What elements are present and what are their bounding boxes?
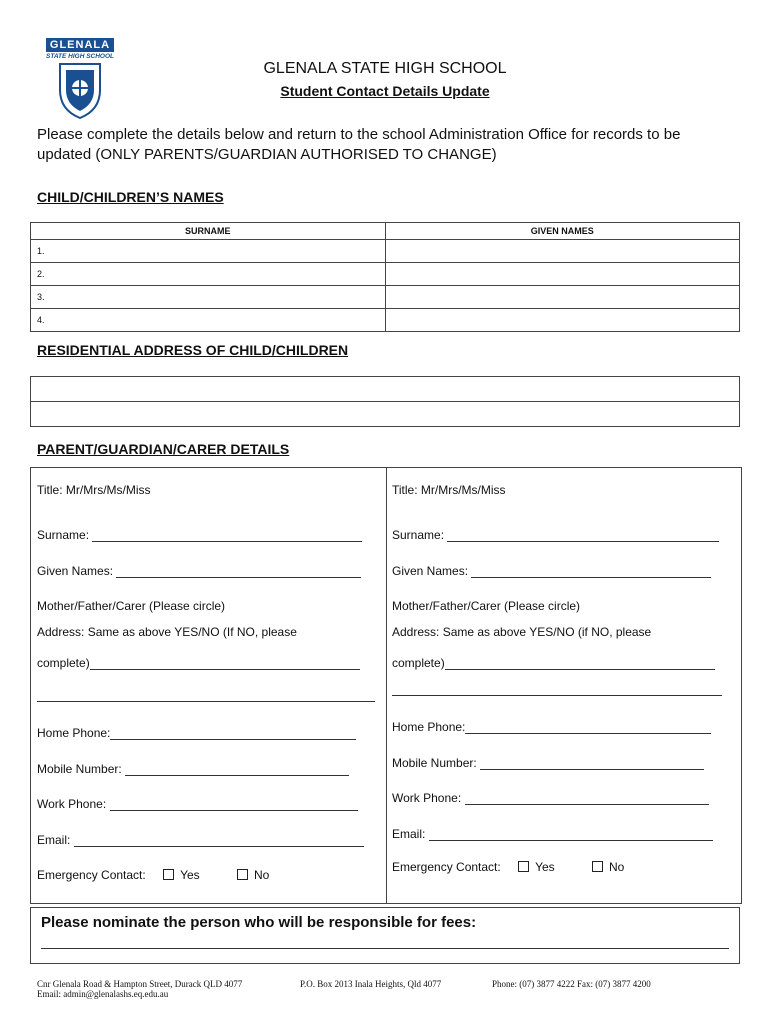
title-field-1[interactable]: Title: Mr/Mrs/Ms/Miss	[37, 483, 151, 497]
logo-name: GLENALA	[46, 38, 114, 52]
given-label-1: Given Names:	[37, 564, 114, 578]
email-field-2[interactable]	[429, 830, 713, 841]
complete-field-2[interactable]	[445, 659, 715, 670]
address-table	[30, 376, 740, 427]
email-label-2: Email:	[392, 827, 426, 841]
table-row	[31, 309, 740, 332]
parent-1-column	[31, 468, 387, 903]
footer-pobox: P.O. Box 2013 Inala Heights, Qld 4077	[300, 979, 442, 989]
children-table	[30, 222, 740, 332]
address-line-2[interactable]	[31, 402, 740, 427]
email-field-1[interactable]	[74, 836, 364, 847]
yes-label-1: Yes	[180, 868, 200, 882]
home-field-1[interactable]	[110, 729, 356, 740]
given-label-2: Given Names:	[392, 564, 469, 578]
parent-2-column	[386, 468, 741, 903]
surname-cell-2[interactable]: 2.	[31, 263, 386, 286]
logo-sub: STATE HIGH SCHOOL	[46, 53, 115, 60]
relation-label-2: Mother/Father/Carer (Please circle)	[392, 599, 581, 613]
yes-checkbox-1[interactable]	[163, 869, 174, 880]
school-logo	[46, 38, 114, 122]
yes-checkbox-2[interactable]	[518, 861, 529, 872]
footer-email: Email: admin@glenalashs.eq.edu.au	[37, 989, 169, 999]
form-title: Student Contact Details Update	[280, 83, 490, 99]
title-field-2[interactable]: Title: Mr/Mrs/Ms/Miss	[392, 483, 506, 497]
work-label-2: Work Phone:	[392, 791, 462, 805]
email-label-1: Email:	[37, 833, 71, 847]
surname-cell-3[interactable]: 3.	[31, 286, 386, 309]
no-checkbox-2[interactable]	[592, 861, 603, 872]
surname-cell-1[interactable]: 1.	[31, 240, 386, 263]
intro-text: Please complete the details below and return to the school Administration Office for records to be updated (ONLY PARENTS/GUARDIAN AUTHORISED TO CHANGE)	[37, 126, 681, 163]
yes-label-2: Yes	[535, 860, 555, 874]
emergency-label-1: Emergency Contact:	[37, 868, 146, 882]
given-field-2[interactable]	[471, 567, 711, 578]
fees-field[interactable]	[41, 948, 729, 949]
mobile-field-1[interactable]	[125, 765, 349, 776]
address-same-2: Address: Same as above YES/NO (if NO, please	[392, 625, 652, 639]
surname-label-2: Surname:	[392, 528, 445, 542]
complete-label-1: complete)	[37, 656, 90, 670]
address-extra-line-1[interactable]	[37, 691, 375, 702]
given-cell-2[interactable]	[385, 263, 740, 286]
address-line-1[interactable]	[31, 377, 740, 402]
table-row	[31, 263, 740, 286]
given-cell-3[interactable]	[385, 286, 740, 309]
address-extra-line-2[interactable]	[392, 685, 722, 696]
surname-field-1[interactable]	[92, 531, 362, 542]
complete-label-2: complete)	[392, 656, 445, 670]
home-field-2[interactable]	[465, 723, 711, 734]
address-same-1: Address: Same as above YES/NO (If NO, please	[37, 625, 297, 639]
given-cell-1[interactable]	[385, 240, 740, 263]
mobile-label-2: Mobile Number:	[392, 756, 477, 770]
address-heading: RESIDENTIAL ADDRESS OF CHILD/CHILDREN	[37, 342, 349, 358]
work-field-1[interactable]	[110, 800, 358, 811]
home-label-1: Home Phone:	[37, 726, 111, 740]
mobile-label-1: Mobile Number:	[37, 762, 122, 776]
work-label-1: Work Phone:	[37, 797, 107, 811]
surname-field-2[interactable]	[447, 531, 719, 542]
children-heading: CHILD/CHILDREN’S NAMES	[37, 189, 224, 205]
emergency-label-2: Emergency Contact:	[392, 860, 501, 874]
table-row	[31, 286, 740, 309]
no-label-2: No	[608, 860, 625, 874]
surname-cell-4[interactable]: 4.	[31, 309, 386, 332]
surname-header: SURNAME	[31, 223, 386, 240]
school-name: GLENALA STATE HIGH SCHOOL	[263, 60, 507, 77]
home-label-2: Home Phone:	[392, 720, 466, 734]
footer-address: Cnr Glenala Road & Hampton Street, Durack QLD 4077	[37, 979, 243, 989]
fees-label: Please nominate the person who will be responsible for fees:	[41, 914, 477, 931]
footer-phone: Phone: (07) 3877 4222 Fax: (07) 3877 4200	[492, 979, 651, 989]
table-row	[31, 240, 740, 263]
complete-field-1[interactable]	[90, 659, 360, 670]
surname-label-1: Surname:	[37, 528, 90, 542]
footer-address-block	[37, 979, 242, 999]
mobile-field-2[interactable]	[480, 759, 704, 770]
given-cell-4[interactable]	[385, 309, 740, 332]
parent-heading: PARENT/GUARDIAN/CARER DETAILS	[37, 441, 290, 457]
given-header: GIVEN NAMES	[385, 223, 740, 240]
fees-box	[30, 907, 740, 964]
no-checkbox-1[interactable]	[237, 869, 248, 880]
work-field-2[interactable]	[465, 794, 709, 805]
relation-label-1: Mother/Father/Carer (Please circle)	[37, 599, 226, 613]
parent-details-box	[30, 467, 742, 904]
given-field-1[interactable]	[116, 567, 361, 578]
no-label-1: No	[253, 868, 270, 882]
